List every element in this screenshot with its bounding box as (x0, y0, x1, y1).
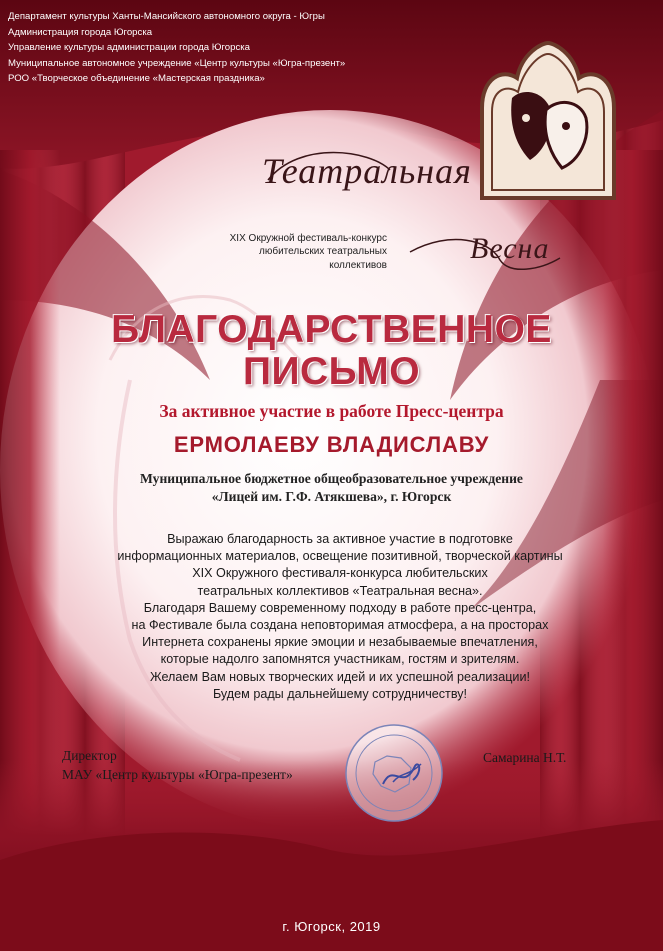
festival-subtitle (180, 232, 387, 272)
body-line: Будем рады дальнейшему сотрудничеству! (212, 686, 468, 701)
festival-subtitle-line: коллективов (329, 259, 387, 271)
place-and-year: г. Югорск, 2019 (282, 919, 381, 934)
org-line: Управление культуры администрации города Югорска (8, 42, 250, 54)
signer-organization: МАУ «Центр культуры «Югра-презент» (62, 767, 293, 782)
org-line: Муниципальное автономное учреждение «Центр культуры «Югра-презент» (8, 57, 346, 69)
festival-logo-word-2: Весна (470, 232, 550, 265)
letter-title-line-1: БЛАГОДАРСТВЕННОЕ (111, 308, 552, 351)
body-line: Выражаю благодарность за активное участие в подготовке (167, 532, 513, 546)
signer-position: Директор (62, 748, 117, 763)
issuing-organizations (8, 9, 428, 87)
body-line: Интернета сохранены яркие эмоции и незабываемые впечатления, (142, 635, 538, 650)
signer-name: Самарина Н.Т. (483, 750, 567, 765)
body-line: на Фестивале была создана неповторимая атмосфера, а на просторах (131, 618, 549, 633)
body-line: информационных материалов, освещение позитивной, творческой картины (117, 549, 563, 564)
letter-title-line-2: ПИСЬМО (242, 350, 421, 393)
recipient-name: ЕРМОЛАЕВУ ВЛАДИСЛАВУ (173, 432, 490, 457)
body-line: которые надолго запомнятся участникам, гостям и зрителям. (160, 652, 520, 667)
body-line: театральных коллективов «Театральная весна». (197, 583, 483, 598)
body-line: Благодаря Вашему современному подходу в работе пресс-центра, (143, 600, 537, 615)
festival-subtitle-line: любительских театральных (259, 246, 387, 258)
body-line: XIX Окружного фестиваля-конкурса любительских (192, 566, 488, 581)
letter-body (60, 531, 620, 703)
festival-subtitle-line: XIX Окружной фестиваль-конкурс (229, 233, 387, 244)
recipient-org-line-1: Муниципальное бюджетное общеобразовательное учреждение (140, 471, 523, 486)
body-line: Желаем Вам новых творческих идей и их успешной реализации! (150, 669, 530, 684)
official-stamp (343, 722, 445, 824)
org-line: Администрация города Югорска (8, 26, 153, 38)
recipient-org-line-2: «Лицей им. Г.Ф. Атякшева», г. Югорск (211, 489, 452, 504)
org-line: Департамент культуры Ханты-Мансийского автономного округа - Югры (8, 11, 325, 22)
org-line: РОО «Творческое объединение «Мастерская праздника» (8, 73, 265, 85)
festival-logo-word-1: Театральная (262, 151, 472, 191)
award-reason: За активное участие в работе Пресс-центра (159, 401, 504, 421)
